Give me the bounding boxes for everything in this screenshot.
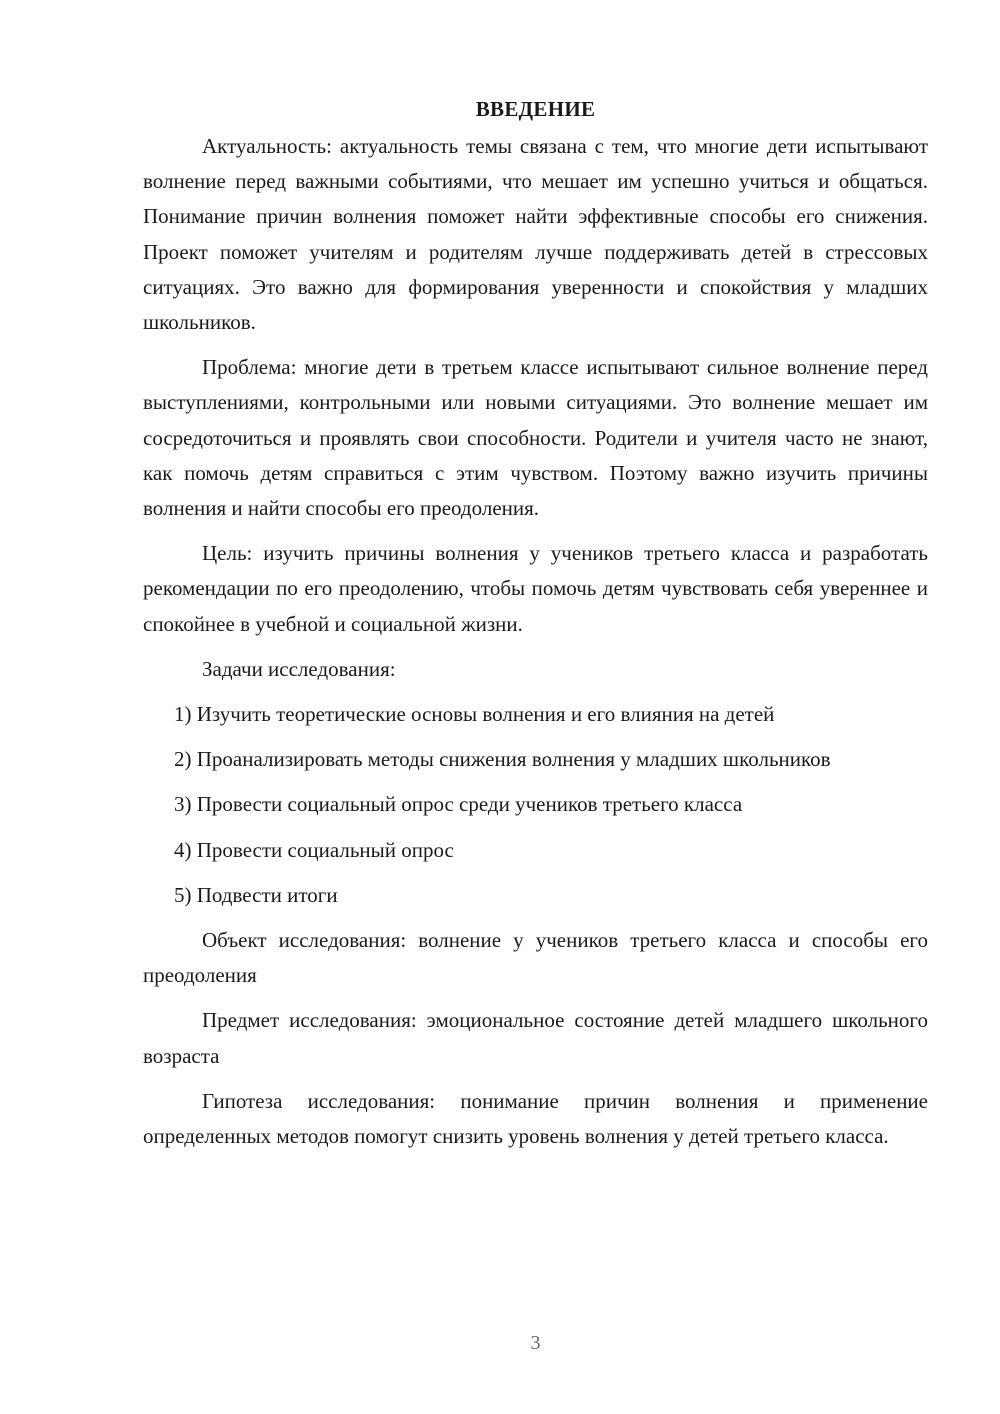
tasks-list	[143, 697, 928, 913]
hypothesis-paragraph: Гипотеза исследования: понимание причин волнения и применение определенных методов помогут снизить уровень волнения у детей третьего класса.	[143, 1088, 928, 1149]
goal-paragraph: Цель: изучить причины волнения у учеников третьего класса и разработать рекомендации по его преодолению, чтобы помочь детям чувствовать себя увереннее и спокойнее в учебной и социальной жизни.	[143, 541, 928, 636]
page-number: 3	[530, 1332, 541, 1354]
task-item: 2) Проанализировать методы снижения волнения у младших школьников	[174, 747, 831, 772]
task-item: 3) Провести социальный опрос среди учеников третьего класса	[174, 792, 743, 817]
task-item: 1) Изучить теоретические основы волнения и его влияния на детей	[174, 702, 775, 727]
subject-paragraph: Предмет исследования: эмоциональное состояние детей младшего школьного возраста	[143, 1008, 928, 1068]
document-page	[143, 92, 928, 1164]
tasks-heading: Задачи исследования:	[202, 656, 396, 681]
object-paragraph: Объект исследования: волнение у учеников третьего класса и способы его преодоления	[143, 928, 928, 988]
relevance-paragraph: Актуальность: актуальность темы связана с тем, что многие дети испытывают волнение перед важными событиями, что мешает им успешно учиться и общаться. Понимание причин волнения поможет найти эффективные способы его снижения. Проект поможет учителям и родителям лучше поддерживать детей в стрессовых ситуациях. Это важно для формирования уверенности и спокойствия у младших школьников.	[143, 134, 928, 335]
page-title: ВВЕДЕНИЕ	[475, 97, 596, 121]
task-item: 5) Подвести итоги	[174, 882, 338, 907]
problem-paragraph: Проблема: многие дети в третьем классе испытывают сильное волнение перед выступлениями, контрольными или новыми ситуациями. Это волнение мешает им сосредоточиться и проявлять свои способности. Родители и учителя часто не знают, как помочь детям справиться с этим чувством. Поэтому важно изучить причины волнения и найти способы его преодоления.	[143, 355, 928, 521]
task-item: 4) Провести социальный опрос	[174, 837, 454, 862]
